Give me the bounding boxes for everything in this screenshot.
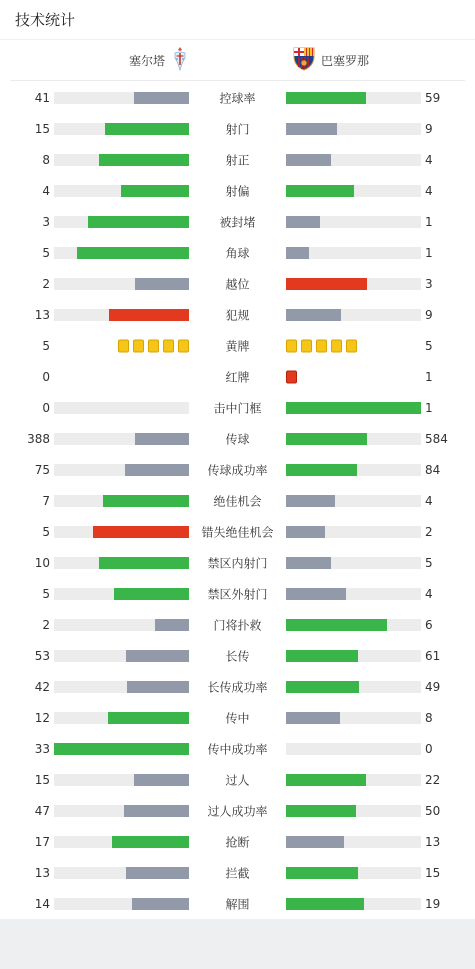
celta-crest-icon — [173, 46, 187, 75]
home-stat-bar-fill — [121, 185, 189, 197]
away-stat-value: 22 — [425, 772, 441, 787]
home-stat-value: 15 — [34, 772, 50, 787]
away-stat-value: 49 — [425, 679, 441, 694]
home-stat-bar-fill — [109, 309, 189, 321]
away-stat-value: 19 — [425, 896, 441, 911]
away-stat-bar-fill — [286, 836, 344, 848]
away-cards — [286, 339, 357, 352]
yellow-card-icon — [316, 339, 327, 352]
stat-row — [0, 733, 475, 764]
home-stat-value: 3 — [42, 214, 50, 229]
away-stat-bar — [286, 557, 421, 569]
home-stat-value: 42 — [34, 679, 50, 694]
away-stat-bar-fill — [286, 681, 359, 693]
stat-row — [0, 299, 475, 330]
away-stat-bar — [286, 805, 421, 817]
away-stat-bar-fill — [286, 216, 320, 228]
stat-row — [0, 640, 475, 671]
away-stat-value: 4 — [425, 586, 433, 601]
yellow-card-icon — [346, 339, 357, 352]
stat-row — [0, 857, 475, 888]
yellow-card-icon — [178, 339, 189, 352]
away-stat-bar — [286, 278, 421, 290]
stat-row — [0, 268, 475, 299]
home-stat-bar-fill — [108, 712, 189, 724]
home-stat-bar-fill — [125, 464, 189, 476]
home-stat-bar — [54, 278, 189, 290]
stat-row — [0, 144, 475, 175]
stat-row — [0, 330, 475, 361]
stat-row — [0, 454, 475, 485]
home-stat-value: 12 — [34, 710, 50, 725]
stat-row — [0, 764, 475, 795]
away-stat-bar-fill — [286, 154, 331, 166]
home-stat-value: 2 — [42, 617, 50, 632]
stat-label: 长传成功率 — [207, 680, 268, 694]
home-stat-bar — [54, 92, 189, 104]
away-stat-bar — [286, 464, 421, 476]
section-title: 技术统计 — [15, 11, 76, 29]
away-stat-bar-fill — [286, 185, 354, 197]
yellow-card-icon — [163, 339, 174, 352]
stat-row — [0, 237, 475, 268]
stat-label: 犯规 — [225, 308, 250, 322]
home-stat-bar — [54, 464, 189, 476]
home-stat-value: 8 — [42, 152, 50, 167]
home-stat-value: 15 — [34, 121, 50, 136]
away-stat-bar — [286, 185, 421, 197]
home-stat-bar-fill — [99, 557, 189, 569]
away-stat-bar — [286, 743, 421, 755]
away-stat-bar-fill — [286, 898, 364, 910]
away-cards — [286, 370, 297, 383]
away-stat-bar — [286, 402, 421, 414]
home-stat-bar — [54, 433, 189, 445]
stat-label: 抢断 — [225, 835, 250, 849]
away-stat-bar — [286, 867, 421, 879]
stat-label: 解围 — [225, 897, 250, 911]
away-stat-bar-fill — [286, 774, 366, 786]
yellow-card-icon — [301, 339, 312, 352]
section-header — [0, 0, 475, 40]
away-stat-bar-fill — [286, 495, 335, 507]
home-stat-value: 53 — [34, 648, 50, 663]
yellow-card-icon — [133, 339, 144, 352]
home-stat-bar — [54, 154, 189, 166]
away-stat-value: 6 — [425, 617, 433, 632]
stat-row — [0, 113, 475, 144]
away-stat-bar — [286, 650, 421, 662]
away-stat-value: 4 — [425, 152, 433, 167]
away-stat-value: 4 — [425, 183, 433, 198]
home-stat-bar — [54, 774, 189, 786]
stat-row — [0, 82, 475, 113]
home-stat-value: 17 — [34, 834, 50, 849]
home-stat-bar-fill — [126, 650, 189, 662]
home-stat-bar-fill — [126, 867, 189, 879]
home-stat-bar — [54, 619, 189, 631]
home-stat-bar-fill — [124, 805, 189, 817]
away-stat-value: 50 — [425, 803, 441, 818]
home-stat-value: 388 — [27, 431, 50, 446]
away-stat-bar-fill — [286, 712, 340, 724]
away-stat-value: 9 — [425, 307, 433, 322]
stat-label: 传中 — [225, 711, 250, 725]
away-stat-bar — [286, 309, 421, 321]
away-stat-value: 4 — [425, 493, 433, 508]
home-stat-value: 0 — [42, 400, 50, 415]
away-stat-value: 9 — [425, 121, 433, 136]
stat-label: 红牌 — [225, 370, 250, 384]
away-stat-value: 1 — [425, 214, 433, 229]
away-stat-bar — [286, 898, 421, 910]
away-team-name: 巴塞罗那 — [321, 53, 370, 68]
away-stat-bar — [286, 774, 421, 786]
home-stat-value: 5 — [42, 338, 50, 353]
stat-row — [0, 361, 475, 392]
home-stat-value: 0 — [42, 369, 50, 384]
away-stat-bar — [286, 216, 421, 228]
away-stat-bar-fill — [286, 433, 367, 445]
away-stat-bar — [286, 526, 421, 538]
away-stat-bar — [286, 92, 421, 104]
away-stat-value: 1 — [425, 400, 433, 415]
home-stat-bar-fill — [114, 588, 189, 600]
stat-label: 被封堵 — [219, 215, 256, 229]
stat-label: 角球 — [225, 246, 250, 260]
home-stat-bar — [54, 495, 189, 507]
home-stat-bar-fill — [135, 278, 189, 290]
away-stat-bar — [286, 495, 421, 507]
away-stat-bar-fill — [286, 92, 366, 104]
away-stat-value: 584 — [425, 431, 448, 446]
stat-row — [0, 671, 475, 702]
stat-label: 过人成功率 — [207, 804, 268, 818]
away-stat-bar — [286, 433, 421, 445]
home-stat-value: 10 — [34, 555, 50, 570]
stat-row — [0, 423, 475, 454]
stat-row — [0, 609, 475, 640]
home-stat-value: 5 — [42, 524, 50, 539]
stats-list — [0, 81, 475, 919]
stat-label: 射偏 — [225, 184, 250, 198]
stat-row — [0, 485, 475, 516]
stat-label: 传球成功率 — [207, 463, 268, 477]
away-stat-value: 8 — [425, 710, 433, 725]
home-stat-bar-fill — [112, 836, 189, 848]
home-stat-bar — [54, 867, 189, 879]
home-stat-bar — [54, 247, 189, 259]
yellow-card-icon — [118, 339, 129, 352]
home-stat-value: 13 — [34, 865, 50, 880]
stat-label: 长传 — [225, 649, 250, 663]
home-stat-bar — [54, 681, 189, 693]
stat-label: 黄牌 — [225, 339, 250, 353]
away-stat-value: 15 — [425, 865, 441, 880]
home-stat-value: 7 — [42, 493, 50, 508]
away-stat-bar-fill — [286, 247, 309, 259]
stat-row — [0, 888, 475, 919]
home-stat-bar — [54, 526, 189, 538]
home-stat-bar — [54, 216, 189, 228]
stat-row — [0, 175, 475, 206]
away-stat-value: 1 — [425, 245, 433, 260]
stat-label: 射门 — [225, 122, 250, 136]
stat-label: 控球率 — [219, 91, 256, 105]
away-stat-bar-fill — [286, 867, 358, 879]
stat-label: 射正 — [225, 153, 250, 167]
home-stat-bar-fill — [103, 495, 189, 507]
away-stat-bar — [286, 247, 421, 259]
away-stat-bar — [286, 588, 421, 600]
home-stat-value: 75 — [34, 462, 50, 477]
home-stat-bar-fill — [54, 743, 189, 755]
home-stat-bar-fill — [134, 774, 189, 786]
home-stat-bar-fill — [135, 433, 189, 445]
home-stat-value: 5 — [42, 245, 50, 260]
home-stat-bar — [54, 836, 189, 848]
home-stat-bar-fill — [88, 216, 189, 228]
stat-label: 越位 — [225, 277, 250, 291]
stat-row — [0, 578, 475, 609]
away-stat-bar-fill — [286, 278, 367, 290]
away-stat-bar-fill — [286, 619, 387, 631]
home-stat-value: 5 — [42, 586, 50, 601]
home-stat-value: 33 — [34, 741, 50, 756]
barcelona-crest-icon — [291, 45, 317, 75]
stat-label: 拦截 — [225, 866, 250, 880]
away-stat-bar-fill — [286, 557, 331, 569]
home-stat-bar — [54, 402, 189, 414]
home-stat-bar-fill — [134, 92, 189, 104]
home-stat-bar — [54, 309, 189, 321]
stat-row — [0, 547, 475, 578]
stat-label: 绝佳机会 — [213, 494, 262, 508]
yellow-card-icon — [148, 339, 159, 352]
away-stat-value: 59 — [425, 90, 441, 105]
home-stat-bar-fill — [155, 619, 189, 631]
stat-label: 禁区内射门 — [207, 556, 268, 570]
home-stat-bar-fill — [127, 681, 189, 693]
home-stat-bar — [54, 743, 189, 755]
red-card-icon — [286, 370, 297, 383]
home-stat-bar — [54, 650, 189, 662]
stat-label: 过人 — [225, 773, 250, 787]
stat-row — [0, 392, 475, 423]
home-stat-bar — [54, 185, 189, 197]
away-stat-value: 13 — [425, 834, 441, 849]
home-stat-value: 2 — [42, 276, 50, 291]
home-stat-bar — [54, 712, 189, 724]
home-stat-value: 47 — [34, 803, 50, 818]
stat-label: 错失绝佳机会 — [201, 525, 274, 539]
teams-header — [10, 40, 465, 81]
away-stat-value: 2 — [425, 524, 433, 539]
home-stat-bar-fill — [132, 898, 189, 910]
away-stat-bar-fill — [286, 309, 341, 321]
away-stat-value: 1 — [425, 369, 433, 384]
away-stat-value: 5 — [425, 338, 433, 353]
stat-label: 禁区外射门 — [207, 587, 268, 601]
yellow-card-icon — [331, 339, 342, 352]
stat-label: 传球 — [225, 432, 250, 446]
home-cards — [118, 339, 189, 352]
away-stat-bar-fill — [286, 123, 337, 135]
home-stat-bar — [54, 805, 189, 817]
stat-label: 门将扑救 — [213, 618, 262, 632]
away-stat-bar — [286, 681, 421, 693]
home-stat-bar-fill — [105, 123, 189, 135]
home-stat-value: 4 — [42, 183, 50, 198]
away-team[interactable] — [291, 40, 369, 80]
away-stat-bar — [286, 154, 421, 166]
away-stat-bar — [286, 619, 421, 631]
away-stat-bar-fill — [286, 464, 357, 476]
away-stat-bar-fill — [286, 805, 356, 817]
home-team-name: 塞尔塔 — [128, 53, 165, 68]
home-stat-bar-fill — [99, 154, 189, 166]
away-stat-value: 0 — [425, 741, 433, 756]
stat-row — [0, 702, 475, 733]
home-team[interactable] — [129, 40, 187, 80]
home-stat-bar — [54, 557, 189, 569]
home-stat-value: 41 — [34, 90, 50, 105]
home-stat-value: 14 — [34, 896, 50, 911]
away-stat-bar-fill — [286, 650, 358, 662]
home-stat-bar-fill — [77, 247, 189, 259]
away-stat-bar — [286, 836, 421, 848]
away-stat-value: 84 — [425, 462, 441, 477]
home-stat-bar — [54, 898, 189, 910]
home-stat-value: 13 — [34, 307, 50, 322]
away-stat-bar-fill — [286, 402, 421, 414]
away-stat-value: 61 — [425, 648, 441, 663]
stat-row — [0, 826, 475, 857]
stat-row — [0, 206, 475, 237]
stat-label: 击中门框 — [213, 401, 262, 415]
home-stat-bar — [54, 123, 189, 135]
stat-row — [0, 795, 475, 826]
away-stat-bar — [286, 123, 421, 135]
home-stat-bar-fill — [93, 526, 189, 538]
away-stat-value: 3 — [425, 276, 433, 291]
away-stat-bar-fill — [286, 588, 346, 600]
away-stat-value: 5 — [425, 555, 433, 570]
stat-label: 传中成功率 — [207, 742, 268, 756]
home-stat-bar — [54, 588, 189, 600]
stat-row — [0, 516, 475, 547]
away-stat-bar-fill — [286, 526, 325, 538]
yellow-card-icon — [286, 339, 297, 352]
away-stat-bar — [286, 712, 421, 724]
